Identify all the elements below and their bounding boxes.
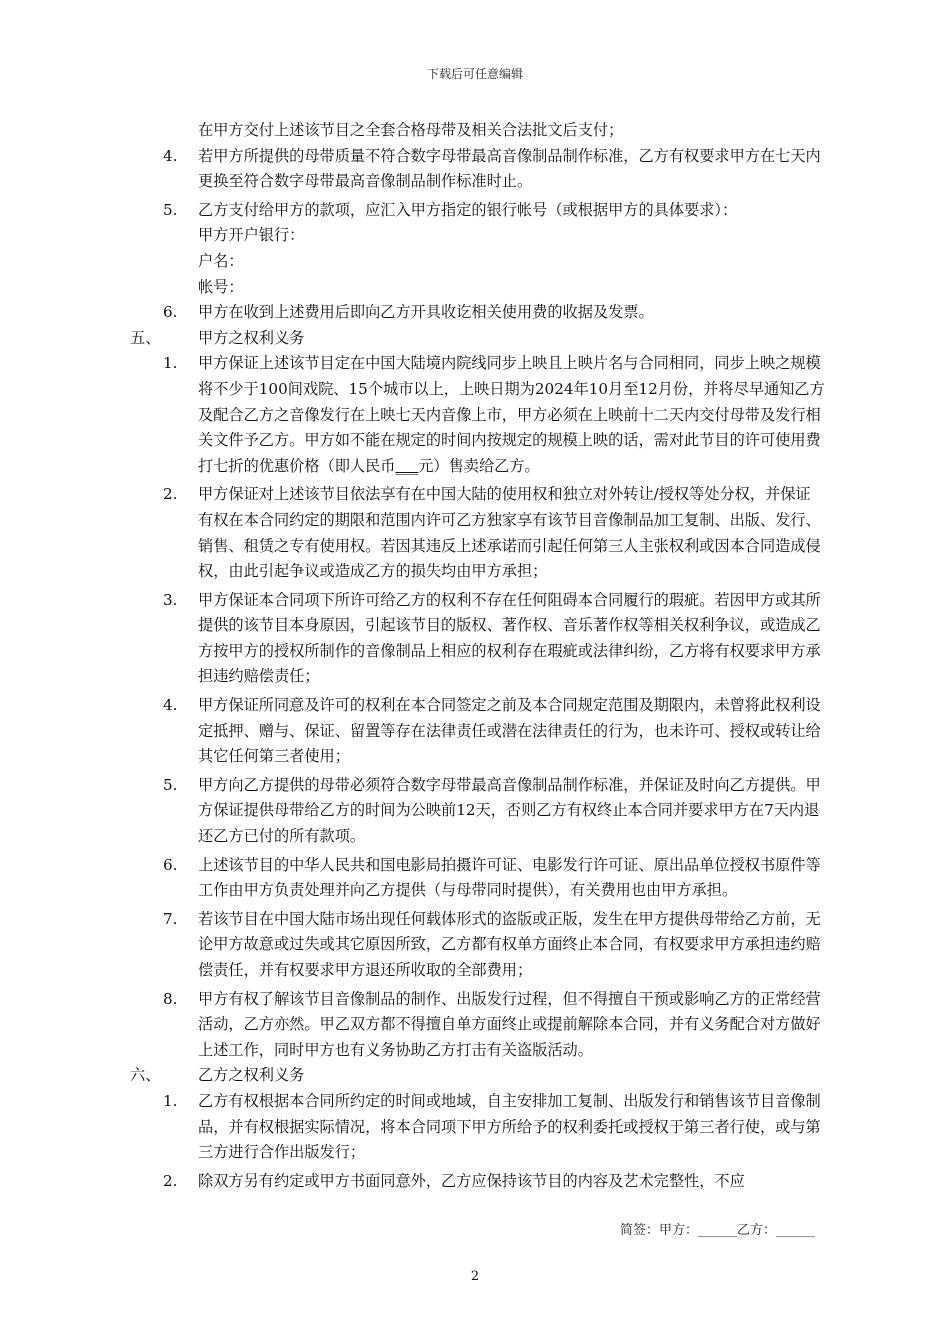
- item-text: 若该节目在中国大陆市场出现任何载体形式的盗版或正版，发生在甲方提供母带给乙方前，无论甲方故意或过失或其它原因所致，乙方都有权单方面终止本合同，有权要求甲方承担违约赔偿责任，并有权要求甲方退还所收取的全部费用；: [198, 909, 821, 979]
- item-text: 上述该节目的中华人民共和国电影局拍摄许可证、电影发行许可证、原出品单位授权书原件等工作由甲方负责处理并向乙方提供（与母带同时提供），有关费用也由甲方承担。: [198, 855, 821, 900]
- page-header: 下载后可任意编辑: [426, 67, 523, 81]
- section-heading: [125, 1063, 825, 1089]
- item-number: 4.: [163, 696, 178, 715]
- item-text: 除双方另有约定或甲方书面同意外，乙方应保持该节目的内容及艺术完整性，不应: [198, 1171, 745, 1190]
- item-number: 5.: [163, 200, 178, 219]
- contract-body: [125, 118, 825, 1194]
- list-item: [125, 198, 825, 224]
- list-item: [125, 300, 825, 326]
- item-text: 甲方在收到上述费用后即向乙方开具收讫相关使用费的收据及发票。: [198, 303, 654, 322]
- section-number: 五、: [130, 328, 161, 347]
- item-text: 甲方向乙方提供的母带必须符合数字母带最高音像制品制作标准，并保证及时向乙方提供。甲方保证提供母带给乙方的时间为公映前12天，否则乙方有权终止本合同并要求甲方在7天内退还乙方已付的所有款项。: [198, 775, 821, 846]
- list-item: [125, 1169, 825, 1195]
- account-number-line: 帐号：: [198, 277, 244, 296]
- item-text: 乙方有权根据本合同所约定的时间或地域，自主安排加工复制、出版发行和销售该节目音像制品，并有权根据实际情况，将本合同项下甲方所给予的权利委托或授权于第三者行使，或与第三方进行合作出版发行；: [198, 1091, 821, 1162]
- item-number: 4.: [163, 146, 178, 165]
- signature-line: 简签：甲方：______乙方：______: [619, 1223, 815, 1238]
- item-text: [198, 351, 825, 479]
- item-text: 甲方保证所同意及许可的权利在本合同签定之前及本合同规定范围及期限内，未曾将此权利设定抵押、赠与、保证、留置等存在法律责任或潜在法律责任的行为，也未许可、授权或转让给其它任何第三者使用；: [198, 696, 821, 766]
- item-text: 甲方有权了解该节目音像制品的制作、出版发行过程，但不得擅自干预或影响乙方的正常经营活动，乙方亦然。甲乙双方都不得擅自单方面终止或提前解除本合同，并有义务配合对方做好上述工作，同时甲方也有义务协助乙方打击有关盗版活动。: [198, 989, 821, 1059]
- list-item: [125, 987, 825, 1064]
- item-number: 8.: [163, 989, 178, 1008]
- page-number: 2: [470, 1269, 480, 1284]
- item-number: 1.: [163, 354, 178, 373]
- list-item: [125, 588, 825, 690]
- item-number: 3.: [163, 590, 178, 609]
- item-text-part: 元）售卖给乙方。: [418, 456, 540, 475]
- item-text: 若甲方所提供的母带质量不符合数字母带最高音像制品制作标准，乙方有权要求甲方在七天内更换至符合数字母带最高音像制品制作标准时止。: [198, 146, 821, 191]
- price-blank: ___: [395, 456, 419, 475]
- item-number: 6.: [163, 855, 178, 874]
- item-text-part: 甲方保证上述该节目定在中国大陆境内院线同步上映且上映片名与合同相同，同步上映之规模将不少于100间戏院、15个城市以上，上映日期为2024年10月至12月份，并将尽早通知乙方及配合乙方之音像发行在上映七天内音像上市，甲方必须在上映前十二天内交付母带及发行相关文件予乙方。甲方如不能在规定的时间内按规定的规模上映的话，需对此节目的许可使用费打七折的优惠价格（即人民币: [198, 354, 825, 475]
- bank-name-line: 甲方开户银行：: [198, 226, 305, 245]
- section-number: 六、: [130, 1066, 161, 1085]
- item-text: 甲方保证本合同项下所许可给乙方的权利不存在任何阻碍本合同履行的瑕疵。若因甲方或其所提供的该节目本身原因，引起该节目的版权、著作权、音乐著作权等相关权利争议，或造成乙方按甲方的授权所制作的音像制品上相应的权利存在瑕疵或法律纠纷，乙方将有权要求甲方承担违约赔偿责任；: [198, 590, 821, 686]
- account-name-line: 户名：: [198, 251, 244, 270]
- paragraph-continuation: 在甲方交付上述该节目之全套合格母带及相关合法批文后支付；: [198, 121, 624, 139]
- section-heading: [125, 326, 825, 352]
- section-title: 乙方之权利义务: [198, 1066, 305, 1085]
- section-title: 甲方之权利义务: [198, 328, 305, 347]
- item-text: 乙方支付给甲方的款项，应汇入甲方指定的银行帐号（或根据甲方的具体要求）：: [198, 200, 738, 219]
- list-item: [125, 773, 825, 850]
- list-item: [125, 351, 825, 479]
- list-item: [125, 693, 825, 770]
- item-number: 2.: [163, 1171, 178, 1190]
- list-item: [125, 907, 825, 984]
- item-number: 5.: [163, 775, 178, 794]
- item-number: 2.: [163, 485, 178, 504]
- item-text: 甲方保证对上述该节目依法享有在中国大陆的使用权和独立对外转让/授权等处分权，并保证有权在本合同约定的期限和范围内许可乙方独家享有该节目音像制品加工复制、出版、发行、销售、租赁之专有使用权。若因其违反上述承诺而引起任何第三人主张权利或因本合同造成侵权，由此引起争议或造成乙方的损失均由甲方承担；: [198, 485, 821, 581]
- list-item: [125, 1089, 825, 1166]
- item-number: 7.: [163, 909, 178, 928]
- list-item: [125, 144, 825, 195]
- item-number: 6.: [163, 303, 178, 322]
- list-item: [125, 482, 825, 584]
- list-item: [125, 853, 825, 904]
- item-number: 1.: [163, 1091, 178, 1110]
